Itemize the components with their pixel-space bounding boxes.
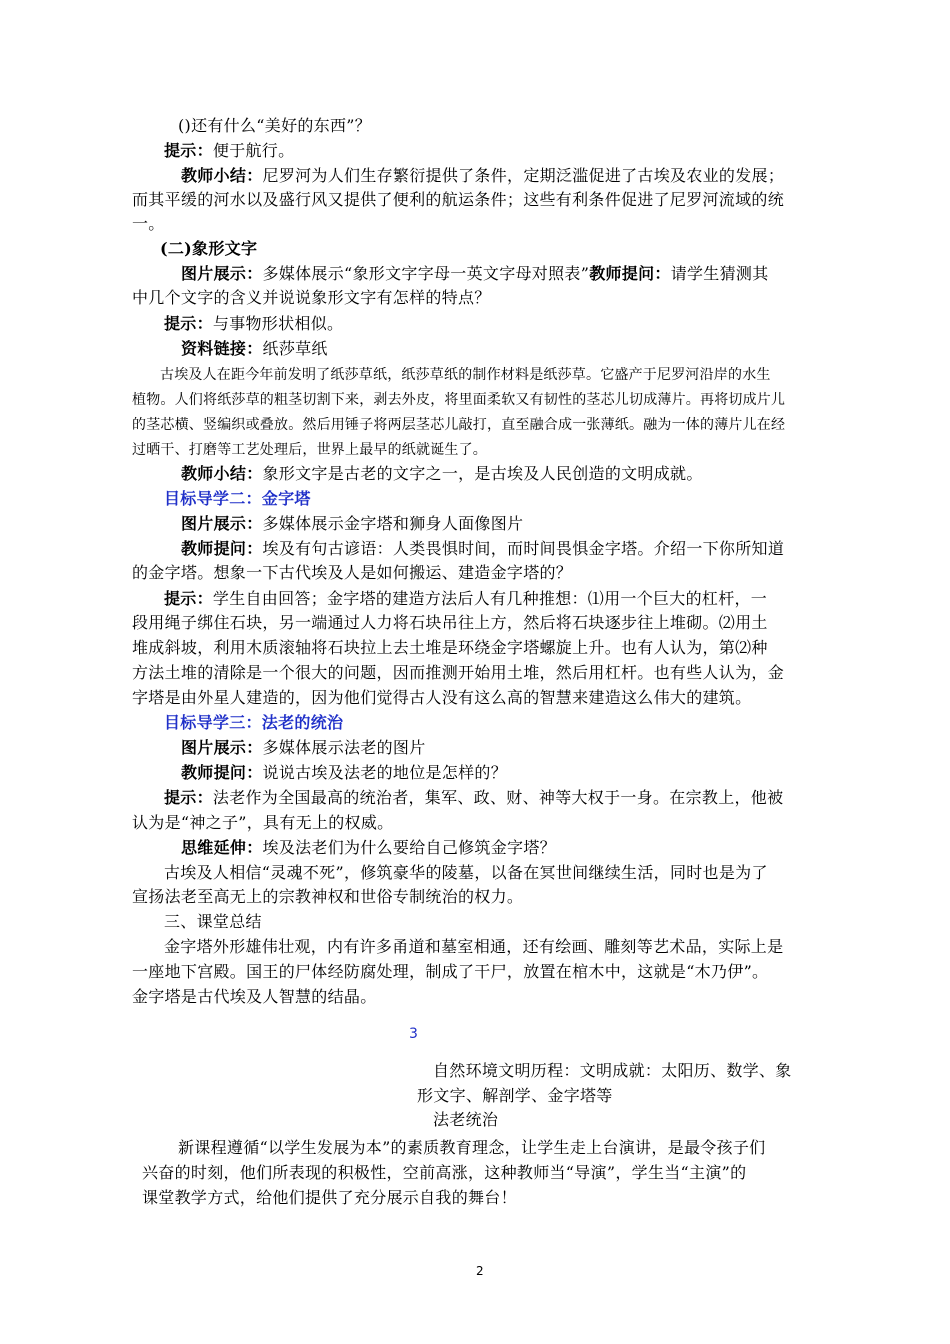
board-text-line — [433, 1059, 792, 1083]
hint-label: 提示： — [164, 788, 213, 807]
text-line — [164, 935, 783, 959]
teacher-question-line — [181, 761, 507, 785]
heading-text: 三、课堂总结 — [164, 912, 262, 931]
line-text: 而其平缓的河水以及盛行风又提供了便利的航运条件；这些有利条件促进了尼罗河流域的统 — [132, 190, 785, 209]
text-line — [164, 861, 768, 885]
line-text: 的茎芯横、竖编织或叠放。然后用锤子将两层茎芯儿敲打，直至融合成一张薄纸。融为一体的薄片儿在经 — [132, 417, 786, 433]
hint-line — [164, 139, 294, 163]
line-text: 课堂教学方式，给他们提供了充分展示自我的舞台！ — [142, 1188, 517, 1207]
label: 资料链接： — [181, 339, 263, 358]
goal-heading — [164, 487, 311, 511]
hint-label: 提示： — [164, 589, 213, 608]
text-line — [132, 960, 768, 984]
text-line — [160, 363, 771, 387]
hint-line — [164, 587, 767, 611]
text-line — [132, 561, 572, 585]
resource-link-line — [181, 337, 328, 361]
text: 多媒体展示金字塔和狮身人面像图片 — [262, 514, 524, 533]
line-text: 植物。人们将纸莎草的粗茎切割下来，剥去外皮，将里面柔软又有韧性的茎芯儿切成薄片。再将切成片儿 — [132, 392, 786, 408]
figure-number — [409, 1026, 418, 1042]
line-text: 自然环境文明历程：文明成就：太阳历、数学、象 — [433, 1061, 792, 1080]
heading-text: 目标导学二：金字塔 — [164, 489, 311, 508]
hint-line — [164, 312, 343, 336]
text-line — [142, 1186, 517, 1210]
text-line — [132, 611, 768, 635]
teacher-question-line — [181, 537, 784, 561]
line-text: 金字塔外形雄伟壮观，内有许多甬道和墓室相通，还有绘画、雕刻等艺术品，实际上是 — [164, 937, 784, 956]
text-line — [132, 885, 523, 909]
text: 多媒体展示“象形文字字母一英文字母对照表” — [262, 264, 590, 283]
page-number-text: 2 — [476, 1264, 484, 1278]
line-text: 堆成斜坡，利用木质滚轴将石块拉上去土堆是环绕金字塔螺旋上升。也有人认为，第⑵种 — [132, 638, 768, 657]
line-text: 兴奋的时刻，他们所表现的积极性，空前高涨，这种教师当“导演”，学生当“主演”的 — [142, 1163, 747, 1182]
text: 请学生猜测其 — [670, 264, 769, 283]
text: 说说古埃及法老的地位是怎样的？ — [262, 763, 508, 782]
line-text: 3 — [409, 1026, 418, 1042]
line-text: 过晒干、打磨等工艺处理后，世界上最早的纸就诞生了。 — [132, 442, 487, 458]
text-line — [132, 388, 785, 412]
summary-label: 教师小结： — [181, 166, 263, 185]
text-line — [178, 114, 371, 138]
section-heading — [164, 910, 262, 934]
hint-text: 便于航行。 — [212, 141, 295, 160]
hint-text: 学生自由回答；金字塔的建造方法后人有几种推想：⑴用一个巨大的杠杆，一 — [212, 589, 768, 608]
text: 多媒体展示法老的图片 — [262, 738, 426, 757]
hint-line — [164, 786, 783, 810]
line-text: 金字塔是古代埃及人智慧的结晶。 — [132, 987, 377, 1006]
text-line — [132, 188, 784, 212]
hint-label: 提示： — [164, 314, 213, 333]
line-text: 认为是“神之子”，具有无上的权威。 — [132, 813, 394, 832]
goal-heading — [164, 711, 343, 735]
text-line — [132, 811, 393, 835]
line-text: 段用绳子绑住石块，另一端通过人力将石块吊往上方，然后将石块逐步往上堆砌。⑵用土 — [132, 613, 768, 632]
text-line — [132, 636, 768, 660]
heading-text: (二)象形文字 — [160, 239, 258, 258]
label: 教师提问： — [181, 539, 263, 558]
line-text: 的金字塔。想象一下古代埃及人是如何搬运、建造金字塔的？ — [132, 563, 573, 582]
hint-label: 提示： — [164, 141, 213, 160]
line-text: 中几个文字的含义并说说象形文字有怎样的特点？ — [132, 288, 491, 307]
text-line — [132, 413, 785, 437]
line-text: 法老统治 — [433, 1110, 499, 1129]
text: 埃及有句古谚语：人类畏惧时间，而时间畏惧金字塔。介绍一下你所知道 — [262, 539, 785, 558]
label: 教师提问： — [181, 763, 263, 782]
line-text: 字塔是由外星人建造的，因为他们觉得古人没有这么高的智慧来建造这么伟大的建筑。 — [132, 688, 752, 707]
line-text: 新课程遵循“以学生发展为本”的素质教育理念，让学生走上台演讲，是最令孩子们 — [178, 1138, 766, 1157]
label: 图片展示： — [181, 738, 263, 757]
hint-text: 法老作为全国最高的统治者，集军、政、财、神等大权于一身。在宗教上，他被 — [212, 788, 784, 807]
label: 图片展示： — [181, 514, 263, 533]
board-text-line — [417, 1084, 613, 1108]
summary-text: 尼罗河为人们生存繁衍提供了条件，定期泛滥促进了古埃及农业的发展； — [262, 166, 785, 185]
line-text: 形文字、解剖学、金字塔等 — [417, 1086, 613, 1105]
line-text: 一座地下宫殿。国王的尸体经防腐处理，制成了干尸，放置在棺木中，这就是“木乃伊”。 — [132, 962, 769, 981]
line-text: ()还有什么“美好的东西”？ — [178, 116, 372, 135]
summary-text: 象形文字是古老的文字之一，是古埃及人民创造的文明成就。 — [262, 464, 703, 483]
text-line — [132, 212, 165, 236]
board-text-line — [433, 1108, 498, 1132]
summary-line — [181, 462, 703, 486]
text-line — [178, 1136, 765, 1160]
label: 教师提问： — [589, 264, 671, 283]
line-text: 古埃及人在距今年前发明了纸莎草纸，纸莎草纸的制作材料是纸莎草。它盛产于尼罗河沿岸的水生 — [160, 367, 771, 383]
picture-display-line — [181, 262, 769, 286]
text-line — [142, 1161, 746, 1185]
text: 埃及法老们为什么要给自己修筑金字塔？ — [262, 838, 556, 857]
text-line — [132, 686, 751, 710]
text-line — [132, 985, 377, 1009]
thinking-extension-line — [181, 836, 556, 860]
line-text: 方法土堆的清除是一个很大的问题，因而推测开始用土堆，然后用杠杆。也有些人认为，金 — [132, 663, 785, 682]
text-line — [132, 661, 784, 685]
page-number — [476, 1264, 484, 1278]
picture-display-line — [181, 736, 426, 760]
summary-line — [181, 164, 784, 188]
label: 思维延伸： — [181, 838, 263, 857]
picture-display-line — [181, 512, 523, 536]
section-heading — [160, 237, 257, 261]
heading-text: 目标导学三：法老的统治 — [164, 713, 344, 732]
text-line — [132, 438, 487, 462]
line-text: 古埃及人相信“灵魂不死”，修筑豪华的陵墓，以备在冥世间继续生活，同时也是为了 — [164, 863, 768, 882]
text-line — [132, 286, 491, 310]
summary-label: 教师小结： — [181, 464, 263, 483]
label: 图片展示： — [181, 264, 263, 283]
hint-text: 与事物形状相似。 — [212, 314, 344, 333]
text: 纸莎草纸 — [262, 339, 328, 358]
line-text: 宣扬法老至高无上的宗教神权和世俗专制统治的权力。 — [132, 887, 524, 906]
line-text: 一。 — [132, 214, 165, 233]
